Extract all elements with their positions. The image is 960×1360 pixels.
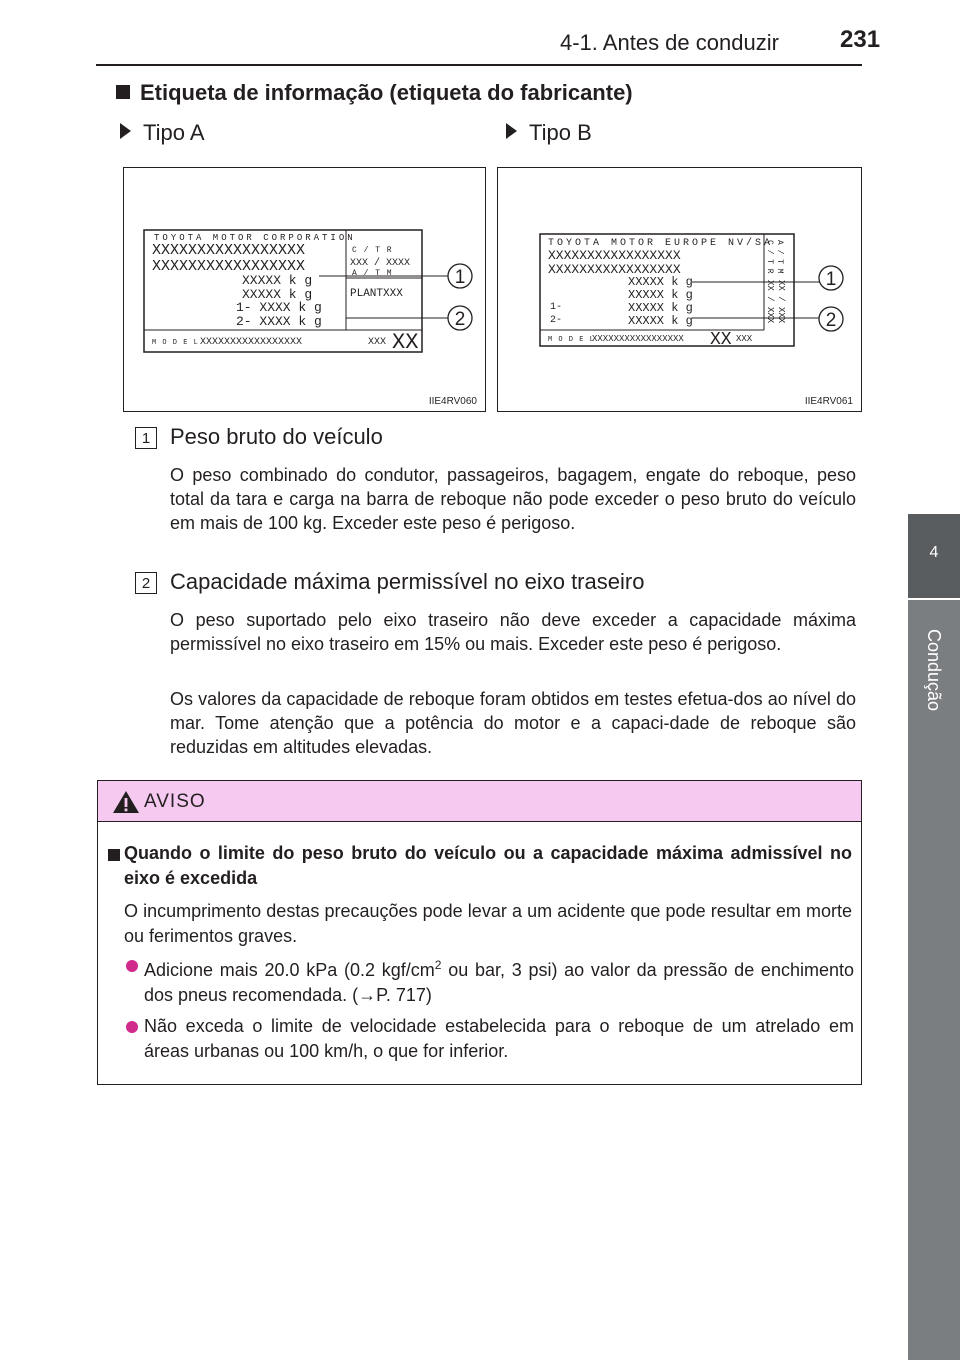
item-1-paragraph: O peso combinado do condutor, passageiros, bagagem, engate do reboque, peso total da tara e carga na barra de reboque não pode exceder o peso bruto do veículo em mais de 100 kg. Exceder este peso é perigoso. — [170, 465, 856, 533]
warning-subheading-bullet — [108, 843, 122, 868]
square-bullet-icon — [108, 849, 120, 861]
callout-2-number: 2 — [825, 310, 837, 331]
label-kg-1: XXXXX k g — [628, 275, 693, 289]
warning-triangle-icon — [112, 789, 140, 815]
running-header-section: 4-1. Antes de conduzir — [560, 30, 779, 55]
triangle-bullet-icon — [506, 123, 517, 139]
page-reference-link[interactable]: P. 717) — [376, 985, 432, 1005]
label-plant: PLANTXXX — [350, 288, 403, 300]
item-2-paragraph-2: Os valores da capacidade de reboque foram obtidos em testes efetua-dos ao nível do mar. Tome atenção que a potência do motor e a capaci-dade de reboque são reduzidas em altitudes elevadas. — [170, 689, 856, 757]
warning-intro: O incumprimento destas precauções pode levar a um acidente que pode resultar em morte ou ferimentos graves. — [124, 901, 852, 946]
label-xxx-xxxx: XXX / XXXX — [350, 258, 411, 269]
label-type-b-illustration — [498, 168, 861, 411]
label-side-atm: A / T M — [775, 240, 784, 274]
figure-code: IIE4RV060 — [428, 396, 477, 407]
label-ctr: C / T R — [352, 246, 393, 255]
section-heading — [116, 80, 633, 106]
label-kg-1: XXXXX k g — [242, 273, 313, 288]
callout-1-number: 1 — [454, 267, 466, 288]
label-kg-3: XXXXX k g — [628, 301, 693, 315]
bullet-1-text-a: Adicione mais 20.0 kPa (0.2 kgf/cm — [144, 960, 435, 980]
label-kg-2: XXXXX k g — [628, 288, 693, 302]
label-model-value: XXXXXXXXXXXXXXXXX — [200, 337, 303, 348]
triangle-bullet-icon — [120, 123, 131, 139]
label-xxx: XXX — [368, 337, 387, 348]
label-model-value: XXXXXXXXXXXXXXXXX — [592, 334, 684, 344]
figure-label-type-b — [497, 167, 862, 412]
warning-bullet-1 — [144, 953, 854, 1008]
label-atm: A / T M — [352, 269, 393, 278]
label-kg-4: XXXXX k g — [628, 314, 693, 328]
label-line-2: XXXXXXXXXXXXXXXXX — [548, 262, 681, 277]
bullet-1-text-b: ou bar, 3 psi) ao valor da pressão de enchimento dos pneus recomendada. ( — [144, 960, 854, 1005]
label-line-1: XXXXXXXXXXXXXXXXX — [152, 242, 306, 259]
header-rule — [96, 64, 862, 66]
label-manufacturer: TOYOTA MOTOR CORPORATION — [154, 233, 356, 243]
chapter-number: 4 — [929, 544, 939, 561]
callout-2-number: 2 — [454, 309, 466, 330]
square-bullet-icon — [116, 85, 130, 99]
item-number-1: 1 — [135, 427, 157, 449]
label-xxx: XXX — [736, 334, 753, 344]
bullet-dot-icon — [126, 1021, 138, 1033]
figure-code: IIE4RV061 — [804, 396, 853, 407]
label-line-2: XXXXXXXXXXXXXXXXX — [152, 258, 306, 275]
item-title-1: Peso bruto do veículo — [170, 424, 383, 449]
figure-label-type-a — [123, 167, 486, 412]
type-a-label — [120, 120, 205, 146]
chapter-tab — [908, 514, 960, 598]
label-type-a-illustration — [124, 168, 485, 411]
type-b-text: Tipo B — [529, 120, 592, 145]
warning-subheading: Quando o limite do peso bruto do veículo ou a capacidade máxima admissível no eixo é excedida — [124, 843, 852, 888]
label-kg-3: 1- XXXX k g — [236, 300, 322, 315]
label-big-xx: XX — [392, 330, 419, 355]
item-number-2: 2 — [135, 572, 157, 594]
label-side-value-2: XX / XXX — [776, 280, 786, 324]
bullet-1-superscript: 2 — [434, 958, 442, 972]
label-side-value-1: XX / XXX — [765, 280, 775, 324]
warning-box — [97, 780, 862, 1085]
label-model-label: M O D E L — [152, 339, 199, 347]
chapter-title: Condução — [924, 628, 944, 712]
warning-title: AVISO — [144, 791, 206, 812]
label-model-label: M O D E L — [548, 336, 595, 344]
label-kg-4: 2- XXXX k g — [236, 314, 322, 329]
label-line-1: XXXXXXXXXXXXXXXXX — [548, 248, 681, 263]
item-title-2: Capacidade máxima permissível no eixo traseiro — [170, 569, 645, 594]
type-b-label — [506, 120, 592, 146]
page-number: 231 — [840, 26, 881, 53]
label-axle-2: 2- — [550, 315, 563, 326]
warning-bullet-2: Não exceda o limite de velocidade estabelecida para o reboque de um atrelado em áreas urbanas ou 100 km/h, o que for inferior. — [144, 1016, 854, 1061]
item-2-paragraph-1: O peso suportado pelo eixo traseiro não deve exceder a capacidade máxima permissível no eixo traseiro em 15% ou mais. Exceder este peso é perigoso. — [170, 610, 856, 654]
arrow-icon: → — [358, 985, 377, 1005]
label-side-ctr: C / T R — [765, 240, 774, 274]
bullet-dot-icon — [126, 960, 138, 972]
label-axle-1: 1- — [550, 302, 563, 313]
warning-header — [98, 781, 861, 822]
type-a-text: Tipo A — [143, 120, 205, 145]
section-heading-text: Etiqueta de informação (etiqueta do fabricante) — [140, 80, 633, 105]
label-big-xx: XX — [710, 330, 732, 350]
label-manufacturer: TOYOTA MOTOR EUROPE NV/SA — [548, 238, 774, 249]
callout-1-number: 1 — [825, 269, 837, 290]
label-kg-2: XXXXX k g — [242, 287, 313, 302]
